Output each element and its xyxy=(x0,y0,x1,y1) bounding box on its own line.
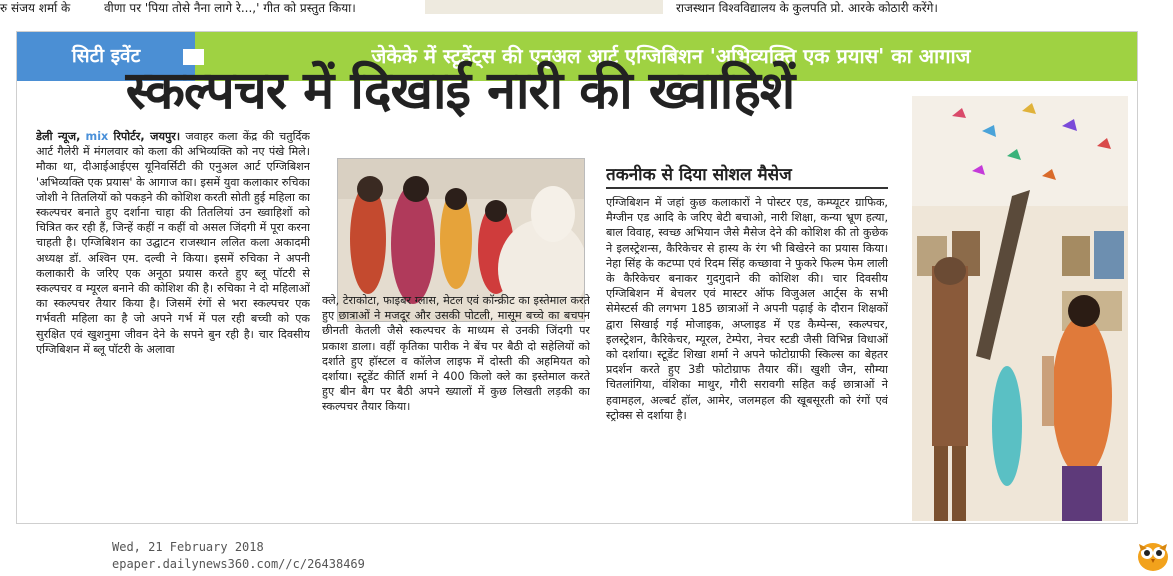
photo2-illustration xyxy=(912,96,1128,521)
strip-text-right: राजस्थान विश्वविद्यालय के कुलपति प्रो. आरके कोठारी करेंगे। xyxy=(676,1,938,15)
section-tag: सिटी इवेंट xyxy=(17,32,195,81)
strip-box xyxy=(425,0,663,14)
article-body-2: क्ले, टेराकोटा, फाइबर ग्लास, मेटल एवं कॉन्क्रीट का इस्तेमाल करते हुए छात्राओं ने मजदूर और उसकी पोटली, मासूम बच्चे का बचपन छीनती केतली जैसे स्कल्पचर के माध्यम से उनकी जिंदगी पर प्रकाश डाला। वहीं कृतिका पारीक ने बेंच पर बैठी दो सहेलियों को दर्शाते हुए हॉस्टल व कॉलेज लाइफ में दोस्ती की अहमियत को दर्शाया। स्टूडेंट कीर्ति शर्मा ने 400 किलो क्ले का इस्तेमाल करते हुए बीन बैग पर बैठी अपने ख्यालों में कुछ लिखती लड़की का स्कल्पचर तैयार किया। xyxy=(322,294,590,414)
article-body-3: एग्जिबिशन में जहां कुछ कलाकारों ने पोस्टर एड, कम्प्यूटर ग्राफिक, मैग्जीन एड आदि के जरिए बेटी बचाओ, नारी शिक्षा, कन्या भ्रूण हत्या, बाल विवाह, स्वच्छ अभियान जैसे मैसेज देने की कोशिश की तो कुछेक ने इलस्ट्रेशन्स, कैरिकेचर से हास्य के रंग भी बिखेरने का प्रयास किया। नेहा सिंह के कटप्पा एवं रिदम सिंह कच्छावा ने फुकरे फिल्म फेम लाली के कैरिकेचर बनाकर गुदगुदाने की कोशिश की। चार दिवसीय एग्जिबिशन में बेचलर एवं मास्टर ऑफ विजुअल आर्ट्स के सभी सेमेस्टर्स की लगभग 185 छात्राओं ने अपनी पढ़ाई के दौरान शिक्षकों द्वारा सिखाई गई मोजाइक, अप्लाइड में एड कैम्पेन्स, स्कल्पचर, इलस्ट्रेशन, कैरिकेचर, म्यूरल, टेम्पेरा, नेचर स्टडी जैसी विभिन्न विधाओं को दर्शाया। स्टूडेंट शिखा शर्मा ने अपने फोटोग्राफी स्किल्स का बेहतर प्रदर्शन करते हुए 3डी फोटोग्राफ तैयार कीं। खुशी जैन, सौम्या चितलांगिया, वंशिका माथुर, गौरी सरावगी सहित कई छात्राओं ने हवामहल, अल्बर्ट हॉल, आमेर, जलमहल की खूबसूरती को रंगों एवं स्ट्रोक्स से दर्शाया है। xyxy=(606,196,888,422)
footer-url[interactable]: epaper.dailynews360.com//c/26438469 xyxy=(112,557,365,571)
strip-text-middle: वीणा पर 'पिया तोसे नैना लागे रे...,' गीत को प्रस्तुत किया। xyxy=(104,1,356,15)
dateline-prefix: डेली न्यूज, xyxy=(36,130,81,143)
headline: स्कल्पचर में दिखाई नारी की ख्वाहिशें xyxy=(125,61,795,121)
subheading: तकनीक से दिया सोशल मैसेज xyxy=(606,163,888,189)
article-column-3 xyxy=(606,195,888,511)
owl-logo-icon xyxy=(1135,536,1171,572)
exhibition-photo-butterflies xyxy=(912,96,1128,521)
dateline-suffix: रिपोर्टर, जयपुर। xyxy=(113,130,181,143)
footer-date: Wed, 21 February 2018 xyxy=(112,540,264,554)
article-body-1: जवाहर कला केंद्र की चतुर्दिक आर्ट गैलेरी में मंगलवार को कला की अभिव्यक्ति को नए पंखे मिले। मौका था, दीआईआईएस यूनिवर्सिटी की एनुअल आर्ट एग्जिबिशन 'अभिव्यक्ति एक प्रयास' के आगाज का। इसमें युवा कलाकार रुचिका जोशी ने तितलियों को पकड़ने की कोशिश करती सोती हुई महिला का स्कल्पचर बनाते हुए दर्शाना चाहा की तितलियां उन ख्वाहिशों को चित्रित कर रही हैं, जिन्हें कहीं न कहीं वो असल जिंदगी में पूरा करना चाहती है। एग्जिबिशन का उद्घाटन राजस्थान ललित कला अकादमी अध्यक्ष डॉ. अश्विन एम. दल्वी ने किया। इसमें रुचिका ने अपनी कलाकारी के जरिए एक अनूठा प्रयास करते हुए ब्लू पॉटरी से स्कल्पचर व म्यूरल बनाने की कोशिश की है। रुचिका ने दो महिलाओं का स्कल्पचर तैयार किया है। जिसमें रंगों से भरा स्कल्पचर एक गर्भवती महिला का है जो अपने गर्भ में पल रही बच्ची को एक सुरक्षित एवं खुशनुमा जीवन देने के सपने बुन रही है। चार दिवसीय एग्जिबिशन में ब्लू पॉटरी के अलावा xyxy=(36,130,310,356)
previous-article-strip xyxy=(0,0,1173,18)
banner-title: जेकेके में स्टूडेंट्स की एनुअल आर्ट एग्जिबिशन 'अभिव्यक्ति एक प्रयास' का आगाज xyxy=(371,44,971,68)
strip-text-left: रु संजय शर्मा के xyxy=(0,1,71,15)
mix-logo: mix xyxy=(85,130,109,143)
article-column-2 xyxy=(322,293,590,511)
article-column-1 xyxy=(36,129,310,511)
